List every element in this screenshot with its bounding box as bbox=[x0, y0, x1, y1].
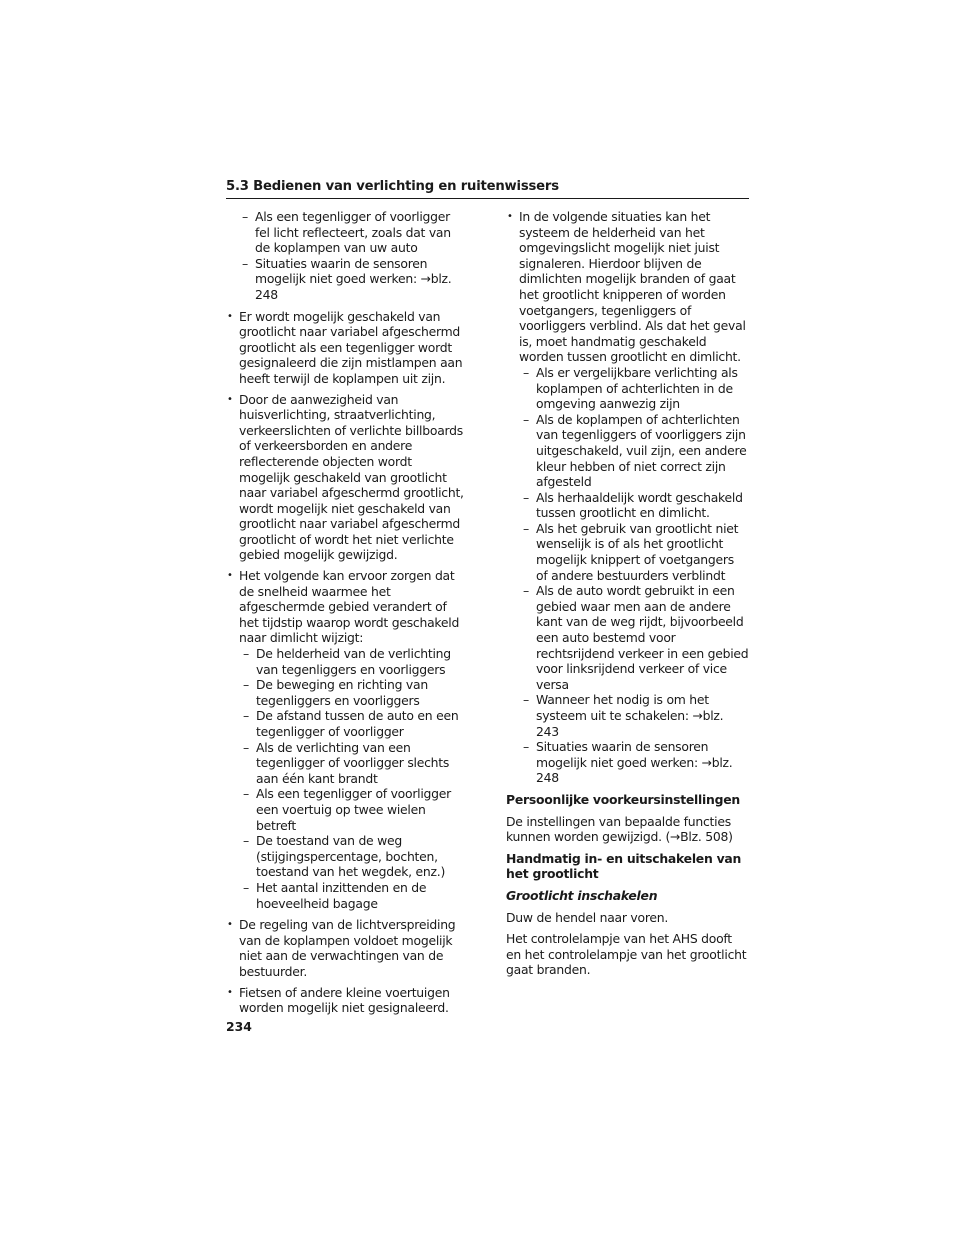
left-column bbox=[226, 209, 466, 1021]
heading-personal-settings: Persoonlijke voorkeursinstellingen bbox=[506, 791, 740, 807]
dash-item: – De afstand tussen de auto en een tegenligger of voorligger bbox=[226, 708, 466, 739]
section-title: 5.3 Bedienen van verlichting en ruitenwissers bbox=[226, 179, 749, 199]
bullet-text: • In de volgende situaties kan het systeem de helderheid van het omgevingslicht mogelijk niet juist signaleren. Hierdoor blijven de dimlichten mogelijk branden of gaat het grootlicht knipperen of worden voetgangers, tegenliggers of voorliggers verblind. Als dat het geval is, moet handmatig geschakeld worden tussen grootlicht en dimlicht. bbox=[519, 209, 746, 365]
bullet-item bbox=[226, 568, 466, 646]
page-number: 234 bbox=[226, 1019, 252, 1034]
dash-item: – De helderheid van de verlichting van tegenliggers en voorliggers bbox=[226, 646, 466, 677]
dash-item: – Als een tegenligger of voorligger fel licht reflecteert, zoals dat van de koplampen van uw auto bbox=[226, 209, 466, 256]
bullet-item: • De regeling van de lichtverspreiding van de koplampen voldoet mogelijk niet aan de verwachtingen van de bestuurder. bbox=[226, 917, 466, 979]
dash-item: – Als herhaaldelijk wordt geschakeld tussen grootlicht en dimlicht. bbox=[506, 490, 749, 521]
heading-manual-high-beam: Handmatig in- en uitschakelen van het grootlicht bbox=[506, 850, 742, 882]
dash-item: – Als het gebruik van grootlicht niet wenselijk is of als het grootlicht mogelijk knippert of voetgangers of andere bestuurders verblindt bbox=[506, 521, 749, 583]
bullet-text: • Het volgende kan ervoor zorgen dat de snelheid waarmee het afgeschermde gebied verandert of het tijdstip waarop wordt geschakeld naar dimlicht wijzigt: bbox=[239, 568, 460, 646]
dash-item: – Situaties waarin de sensoren mogelijk niet goed werken: →blz. 248 bbox=[226, 256, 466, 303]
bullet-item: • Door de aanwezigheid van huisverlichting, straatverlichting, verkeerslichten of verlichte billboards of verkeersborden en andere reflecterende objecten wordt mogelijk geschakeld van grootlicht naar variabel afgeschermd grootlicht, wordt mogelijk niet geschakeld van grootlicht naar variabel afgeschermd grootlicht of wordt het niet verlichte gebied mogelijk gewijzigd. bbox=[226, 392, 466, 564]
paragraph: De instellingen van bepaalde functies kunnen worden gewijzigd. (→Blz. 508) bbox=[506, 813, 733, 845]
dash-list bbox=[506, 365, 749, 786]
dash-item: – Als de verlichting van een tegenligger of voorligger slechts aan één kant brandt bbox=[226, 740, 466, 787]
paragraph: Het controlelampje van het AHS dooft en het controlelampje van het grootlicht gaat branden. bbox=[506, 931, 747, 978]
dash-item: – Als er vergelijkbare verlichting als koplampen of achterlichten in de omgeving aanwezig zijn bbox=[506, 365, 749, 412]
bullet-item bbox=[506, 209, 749, 365]
dash-item: – Als de koplampen of achterlichten van tegenliggers of voorliggers zijn uitgeschakeld, vuil zijn, een andere kleur hebben of niet correct zijn afgesteld bbox=[506, 412, 749, 490]
dash-item: – De toestand van de weg (stijgingspercentage, bochten, toestand van het wegdek, enz.) bbox=[226, 833, 466, 880]
bullet-item: • Fietsen of andere kleine voertuigen worden mogelijk niet gesignaleerd. bbox=[226, 985, 466, 1016]
dash-item: – Als de auto wordt gebruikt in een gebied waar men aan de andere kant van de weg rijdt, bijvoorbeeld een auto bestemd voor rechtsrijdend verkeer in een gebied voor linksrijdend verkeer of vice versa bbox=[506, 583, 749, 692]
dash-list bbox=[226, 646, 466, 911]
dash-item: – Het aantal inzittenden en de hoeveelheid bagage bbox=[226, 880, 466, 911]
paragraph: Duw de hendel naar voren. bbox=[506, 909, 669, 925]
dash-item: – Wanneer het nodig is om het systeem uit te schakelen: →blz. 243 bbox=[506, 692, 749, 739]
right-column bbox=[506, 209, 749, 984]
bullet-item: • Er wordt mogelijk geschakeld van grootlicht naar variabel afgeschermd grootlicht als een tegenligger wordt gesignaleerd die zijn mistlampen aan heeft terwijl de koplampen uit zijn. bbox=[226, 309, 466, 387]
dash-item: – Situaties waarin de sensoren mogelijk niet goed werken: →blz. 248 bbox=[506, 739, 749, 786]
dash-item: – Als een tegenligger of voorligger een voertuig op twee wielen betreft bbox=[226, 786, 466, 833]
subheading-high-beam-on: Grootlicht inschakelen bbox=[506, 887, 658, 903]
continued-dash-list bbox=[226, 209, 466, 303]
dash-item: – De beweging en richting van tegenliggers en voorliggers bbox=[226, 677, 466, 708]
